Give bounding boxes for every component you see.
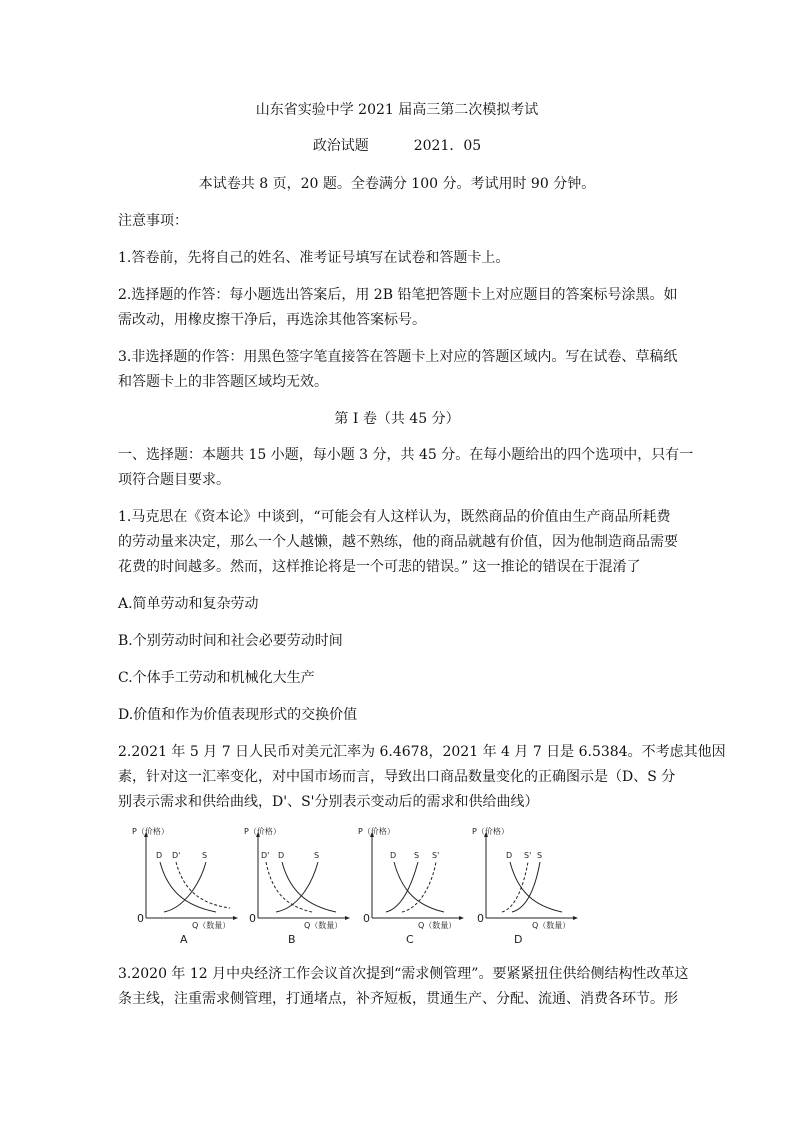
- question-2-text: 素，针对这一汇率变化，对中国市场而言，导致出口商品数量变化的正确图示是（D、S 分: [118, 769, 676, 785]
- origin-label: 0: [363, 912, 370, 925]
- graph-a-figure: [126, 822, 244, 950]
- option-b: B.个别劳动时间和社会必要劳动时间: [118, 633, 343, 649]
- note-item: 1.答卷前，先将自己的姓名、准考证号填写在试卷和答题卡上。: [118, 250, 510, 266]
- curve-label: S: [414, 851, 420, 860]
- demand-curve: [510, 862, 562, 912]
- exam-info: 本试卷共 8 页，20 题。全卷满分 100 分。考试用时 90 分钟。: [198, 176, 596, 192]
- curve-label: S: [314, 851, 320, 860]
- note-item: 3.非选择题的作答：用黑色签字笔直接答在答题卡上对应的答题区域内。写在试卷、草稿纸: [118, 349, 678, 365]
- subject: 政治试题: [312, 138, 369, 154]
- curve-label: S': [432, 851, 440, 860]
- shifted-supply-curve: [402, 862, 436, 912]
- demand-curve: [282, 862, 336, 912]
- option-c: C.个体手工劳动和机械化大生产: [118, 670, 315, 686]
- curve-label: S: [202, 851, 208, 860]
- curve-label: D': [172, 851, 181, 860]
- curve-label: S': [524, 851, 532, 860]
- question-3-text: 条主线，注重需求侧管理，打通堵点，补齐短板，贯通生产、分配、流通、消费各环节。形: [118, 991, 678, 1007]
- option-d: D.价值和作为价值表现形式的交换价值: [118, 707, 358, 723]
- section-intro: 一、选择题：本题共 15 小题，每小题 3 分，共 45 分。在每小题给出的四个选项中，只有一: [118, 447, 694, 463]
- shifted-demand-curve: [266, 862, 312, 912]
- graph-d-figure: [466, 822, 584, 950]
- x-axis-label: Q（数量）: [418, 921, 457, 930]
- question-1-text: 的劳动量来决定，那么一个人越懒，越不熟练，他的商品就越有价值，因为他制造商品需要: [118, 534, 678, 550]
- supply-curve: [276, 862, 318, 912]
- question-1-text: 花费的时间越多。然而，这样推论将是一个可悲的错误。” 这一推论的错误在于混淆了: [118, 559, 641, 575]
- graph-b-figure: [238, 822, 356, 950]
- graph-a: [126, 822, 244, 950]
- curve-label: D: [278, 851, 285, 860]
- graph-label: D: [514, 933, 523, 946]
- graph-c: [352, 822, 470, 950]
- subject-line: [0, 134, 794, 158]
- supply-curve: [164, 862, 206, 912]
- curve-label: S: [537, 851, 543, 860]
- exam-date: 2021．05: [413, 138, 482, 154]
- y-axis-label: P（价格）: [472, 827, 509, 836]
- supply-curve: [386, 862, 418, 912]
- question-2-text: 2.2021 年 5 月 7 日人民币对美元汇率为 6.4678，2021 年 4 月 7 日是 6.5384。不考虑其他因: [118, 744, 726, 760]
- curve-label: D: [390, 851, 397, 860]
- curve-label: D: [156, 851, 163, 860]
- graph-d: [466, 822, 584, 950]
- graph-label: B: [288, 933, 296, 946]
- origin-label: 0: [137, 912, 144, 925]
- exam-title: 山东省实验中学 2021 届高三第二次模拟考试: [255, 102, 539, 118]
- y-axis-label: P（价格）: [358, 827, 395, 836]
- x-axis-label: Q（数量）: [304, 921, 343, 930]
- curve-label: D': [261, 851, 270, 860]
- graph-b: [238, 822, 356, 950]
- question-3-text: 3.2020 年 12 月中央经济工作会议首次提到“需求侧管理”。要紧紧扭住供给侧结构性改革这: [118, 966, 689, 982]
- origin-label: 0: [477, 912, 484, 925]
- demand-curve: [394, 862, 444, 912]
- note-item: 需改动，用橡皮擦干净后，再选涂其他答案标号。: [118, 312, 426, 328]
- x-axis-label: Q（数量）: [192, 921, 231, 930]
- section-title: 第 I 卷（共 45 分）: [334, 411, 460, 427]
- curve-label: D: [506, 851, 513, 860]
- x-axis-label: Q（数量）: [532, 921, 571, 930]
- question-2-text: 别表示需求和供给曲线，D'、S'分别表示变动后的需求和供给曲线）: [118, 794, 539, 810]
- y-axis-label: P（价格）: [132, 827, 169, 836]
- origin-label: 0: [249, 912, 256, 925]
- graph-label: C: [406, 933, 414, 946]
- notes-heading: 注意事项：: [118, 213, 188, 229]
- option-a: A.简单劳动和复杂劳动: [118, 596, 259, 612]
- note-item: 和答题卡上的非答题区域均无效。: [118, 374, 328, 390]
- note-item: 2.选择题的作答：每小题选出答案后，用 2B 铅笔把答题卡上对应题目的答案标号涂黑。如: [118, 287, 678, 303]
- graph-c-figure: [352, 822, 470, 950]
- section-intro: 项符合题目要求。: [118, 472, 230, 488]
- question-1-text: 1.马克思在《资本论》中谈到，“可能会有人这样认为，既然商品的价值由生产商品所耗费: [118, 509, 671, 525]
- y-axis-label: P（价格）: [244, 827, 281, 836]
- graph-label: A: [180, 933, 188, 946]
